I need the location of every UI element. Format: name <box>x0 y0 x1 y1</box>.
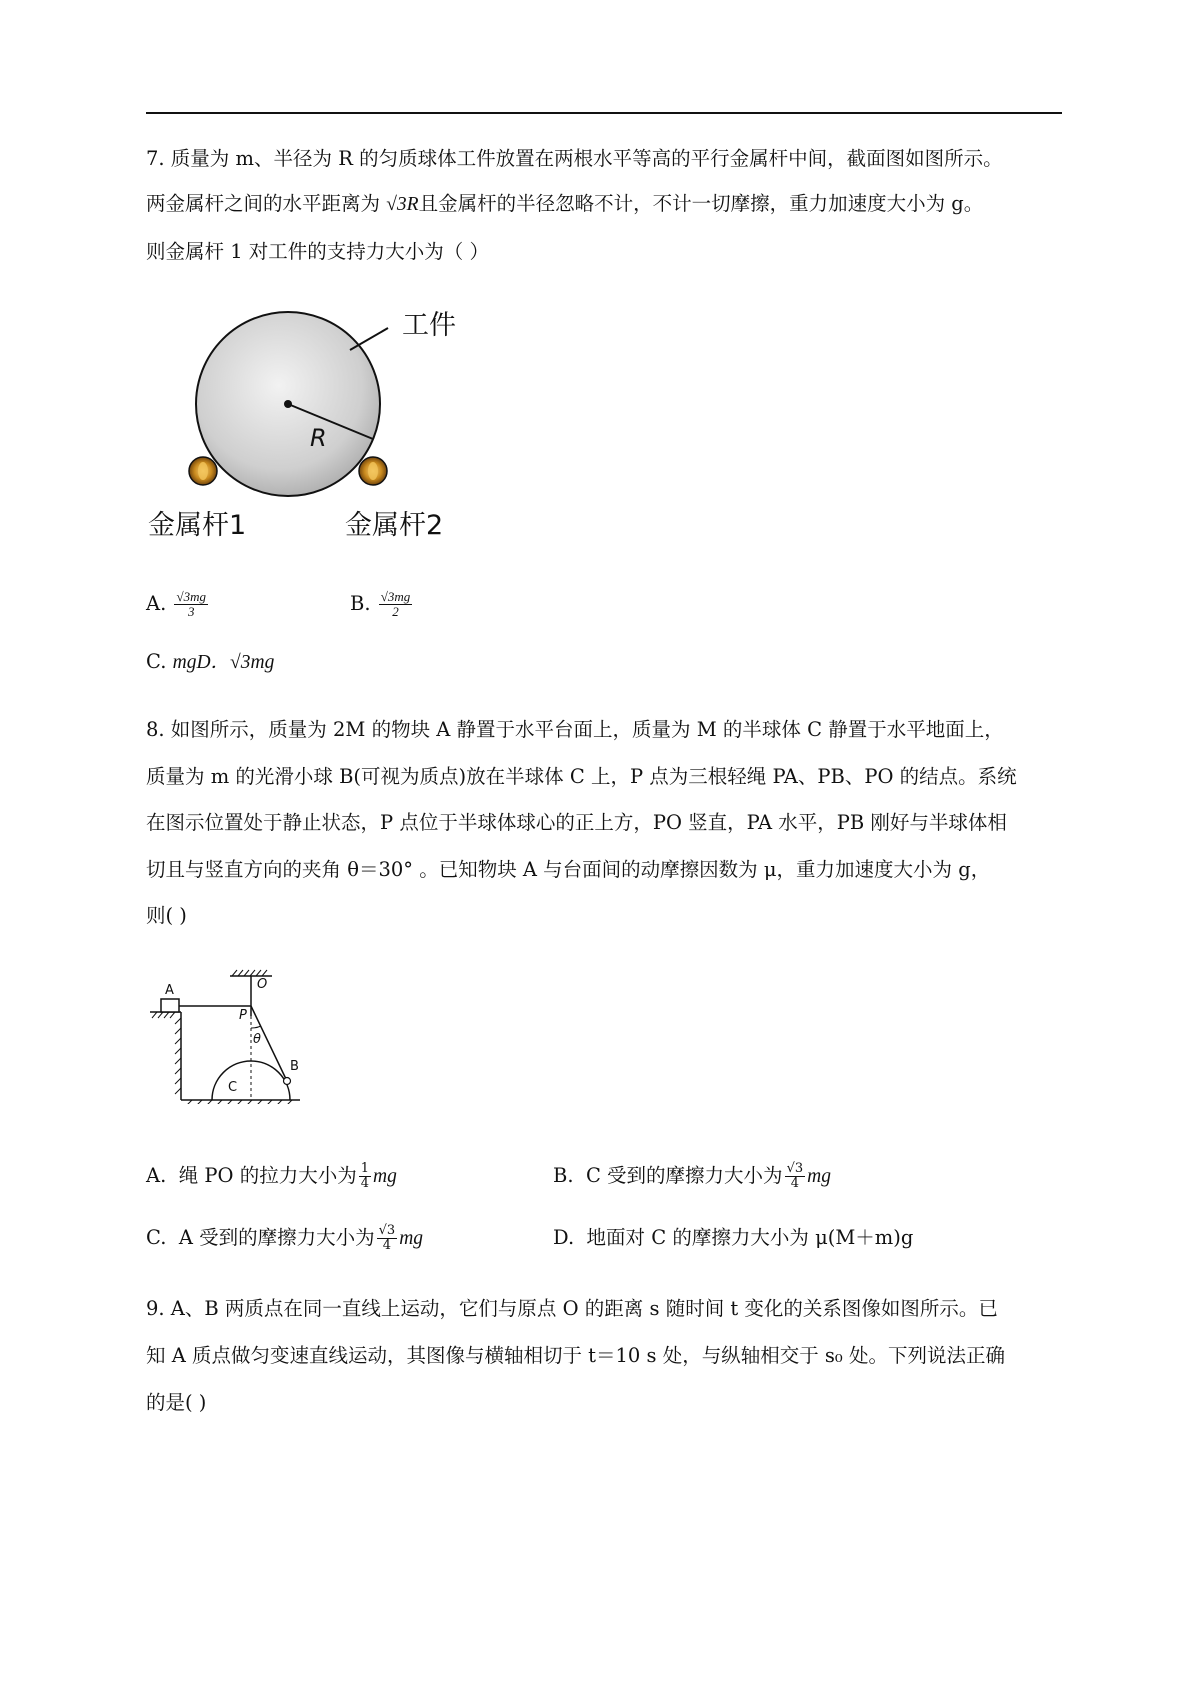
q8-option-a-tail: mg <box>372 1166 397 1187</box>
q8-option-d-text: 地面对 C 的摩擦力大小为 μ(M＋m)g <box>586 1226 914 1249</box>
q8-option-c-text: A 受到的摩擦力大小为 <box>178 1226 375 1249</box>
q8-line-2: 质量为 m 的光滑小球 B(可视为质点)放在半球体 C 上，P 点为三根轻绳 PA、PB、PO 的结点。系统 <box>146 765 1017 788</box>
q9-line-3: 的是( ) <box>146 1391 207 1414</box>
q8-option-a <box>146 1162 397 1191</box>
q9-line-1: 9. A、B 两质点在同一直线上运动，它们与原点 O 的距离 s 随时间 t 变化的关系图像如图所示。已 <box>146 1297 998 1320</box>
q8-option-b-den: 4 <box>790 1176 799 1191</box>
q8-option-c-den: 4 <box>382 1238 392 1253</box>
q8-figure <box>140 968 320 1104</box>
q7-option-b-den: 2 <box>392 604 399 619</box>
workpiece-leader-line <box>350 328 388 350</box>
q7-option-a-label: A. <box>146 592 167 615</box>
q7-line-3: 则金属杆 1 对工件的支持力大小为（ ） <box>146 240 490 263</box>
q8-option-c <box>146 1224 423 1253</box>
q7-option-a-frac <box>174 590 208 619</box>
q8-option-a-den: 4 <box>360 1176 369 1191</box>
q8-line-4: 切且与竖直方向的夹角 θ＝30° 。已知物块 A 与台面间的动摩擦因数为 μ，重力加速度大小为 g， <box>146 858 991 881</box>
q8-option-c-label: C. <box>146 1226 167 1249</box>
q8-option-a-num: 1 <box>360 1161 369 1176</box>
ball-b <box>284 1078 291 1085</box>
q7-option-c-label: C. <box>146 650 167 673</box>
block-a-label: A <box>165 983 174 998</box>
q7-line-2-b: 且金属杆的半径忽略不计，不计一切摩擦，重力加速度大小为 g。 <box>418 192 984 215</box>
q7-option-a-num: √3mg <box>176 589 207 604</box>
q8-option-b-num: √3 <box>786 1161 804 1176</box>
q8-option-a-label: A. <box>146 1164 167 1187</box>
point-p-label: P <box>239 1008 247 1023</box>
q7-line-2-a: 两金属杆之间的水平距离为 <box>146 192 387 215</box>
q7-option-cd <box>146 648 274 677</box>
q8-option-d <box>553 1224 913 1252</box>
q7-line-1: 7. 质量为 m、半径为 R 的匀质球体工件放置在两根水平等高的平行金属杆中间，截面图如图所示。 <box>146 147 1003 170</box>
rod-1-label: 金属杆1 <box>148 510 247 541</box>
q8-option-b <box>553 1162 831 1191</box>
q8-option-c-tail: mg <box>399 1228 424 1249</box>
q7-option-b-frac <box>379 590 413 619</box>
rod-2-label: 金属杆2 <box>345 510 444 541</box>
q8-option-b-tail: mg <box>807 1166 831 1187</box>
q7-option-a <box>146 590 210 619</box>
q8-option-b-frac <box>785 1162 806 1191</box>
q8-line-5: 则( ) <box>146 904 187 927</box>
radius-label: R <box>310 424 327 452</box>
header-rule <box>146 112 1062 114</box>
q8-option-c-num: √3 <box>378 1223 396 1238</box>
workpiece-label: 工件 <box>402 310 456 341</box>
sphere-center-dot <box>284 400 292 408</box>
q7-line-2 <box>146 190 983 219</box>
q8-option-a-frac <box>359 1162 371 1191</box>
q8-option-b-text: C 受到的摩擦力大小为 <box>585 1164 783 1187</box>
point-o-label: O <box>257 977 268 992</box>
q8-option-d-label: D. <box>553 1226 575 1249</box>
q8-option-a-text: 绳 PO 的拉力大小为 <box>178 1164 357 1187</box>
q7-option-a-den: 3 <box>188 604 195 619</box>
q7-option-b <box>350 590 414 619</box>
theta-label: θ <box>253 1032 261 1047</box>
q9-line-2: 知 A 质点做匀变速直线运动，其图像与横轴相切于 t＝10 s 处，与纵轴相交于 s₀ 处。下列说法正确 <box>146 1344 1005 1367</box>
q8-option-c-frac <box>377 1224 398 1253</box>
block-a <box>161 999 179 1012</box>
q8-line-3: 在图示位置处于静止状态，P 点位于半球体球心的正上方，PO 竖直，PA 水平，PB 刚好与半球体相 <box>146 811 1007 834</box>
q7-option-cd-text: mgD．√3mg <box>172 652 275 673</box>
q7-line-2-math: √3R <box>386 194 419 215</box>
q7-figure <box>130 298 490 548</box>
ball-b-label: B <box>290 1059 299 1074</box>
q7-option-b-num: √3mg <box>380 589 411 604</box>
q7-option-b-label: B. <box>350 592 371 615</box>
hemisphere-c-label: C <box>228 1080 238 1095</box>
q8-line-1: 8. 如图所示，质量为 2M 的物块 A 静置于水平台面上，质量为 M 的半球体 C 静置于水平地面上， <box>146 718 1004 741</box>
q8-option-b-label: B. <box>553 1164 574 1187</box>
